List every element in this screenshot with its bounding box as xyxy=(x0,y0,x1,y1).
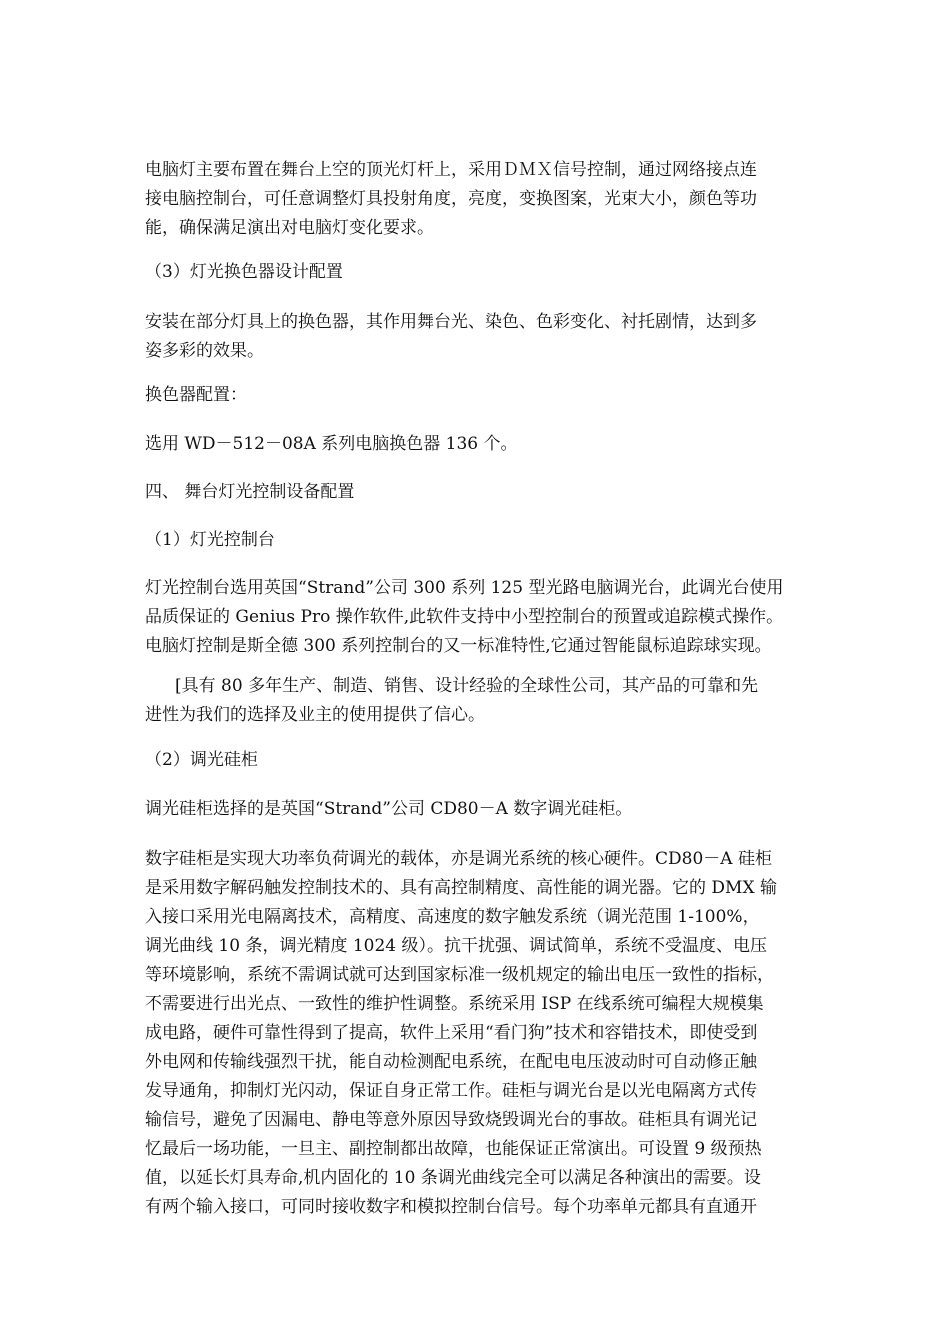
text-line: 进性为我们的选择及业主的使用提供了信心。 xyxy=(145,705,485,725)
paragraph-dimmer-selection xyxy=(145,795,813,824)
paragraph-light-console xyxy=(145,574,813,661)
paragraph-digital-dimmer xyxy=(145,845,813,1222)
text-line: 忆最后一场功能，一旦主、副控制都出故障，也能保证正常演出。可设置 9 级预热 xyxy=(145,1139,762,1159)
heading-text: （3）灯光换色器设计配置 xyxy=(145,262,343,282)
heading-color-changer xyxy=(145,258,813,287)
text-line: 等环境影响，系统不需调试就可达到国家标准一级机规定的输出电压一致性的指标， xyxy=(145,965,774,985)
text-line: 发导通角，抑制灯光闪动，保证自身正常工作。硅柜与调光台是以光电隔离方式传 xyxy=(145,1081,757,1101)
text-line: 安装在部分灯具上的换色器，其作用舞台光、染色、色彩变化、衬托剧情，达到多 xyxy=(145,312,757,332)
label-color-changer-config xyxy=(145,381,813,410)
paragraph-color-changer xyxy=(145,308,813,366)
text-line: 换色器配置： xyxy=(145,385,247,405)
text-line: [具有 80 多年生产、制造、销售、设计经验的全球性公司，其产品的可靠和先 xyxy=(175,676,759,696)
paragraph-computer-light xyxy=(145,156,813,243)
text-line: 灯光控制台选用英国“Strand”公司 300 系列 125 型光路电脑调光台，此调光台使用 xyxy=(145,578,784,598)
text-line: 能，确保满足演出对电脑灯变化要求。 xyxy=(145,218,434,238)
text-line: 输信号，避免了因漏电、静电等意外原因导致烧毁调光台的事故。硅柜具有调光记 xyxy=(145,1110,757,1130)
paragraph-company-experience xyxy=(145,672,843,730)
text-line: 是采用数字解码触发控制技术的、具有高控制精度、高性能的调光器。它的 DMX 输 xyxy=(145,878,777,898)
heading-dimmer-cabinet xyxy=(145,746,813,775)
text-line: 电脑灯控制是斯全德 300 系列控制台的又一标准特性,它通过智能鼠标追踪球实现。 xyxy=(145,636,772,656)
heading-text: 四、 舞台灯光控制设备配置 xyxy=(145,482,355,502)
paragraph-color-changer-selection xyxy=(145,430,813,459)
text-line: 选用 WD－512－08A 系列电脑换色器 136 个。 xyxy=(145,434,518,454)
text-line: 电脑灯主要布置在舞台上空的顶光灯杆上，采用ＤＭＸ信号控制，通过网络接点连 xyxy=(145,160,757,180)
text-line: 成电路，硬件可靠性得到了提高，软件上采用“看门狗”技术和容错技术，即使受到 xyxy=(145,1023,758,1043)
heading-text: （1）灯光控制台 xyxy=(145,530,275,550)
text-line: 外电网和传输线强烈干扰，能自动检测配电系统，在配电电压波动时可自动修正触 xyxy=(145,1052,757,1072)
heading-text: （2）调光硅柜 xyxy=(145,750,258,770)
text-line: 调光硅柜选择的是英国“Strand”公司 CD80－A 数字调光硅柜。 xyxy=(145,799,633,819)
text-line: 入接口采用光电隔离技术，高精度、高速度的数字触发系统（调光范围 1-100%， xyxy=(145,907,760,927)
section-heading-control-equipment xyxy=(145,478,813,507)
heading-light-console xyxy=(145,526,813,555)
text-line: 接电脑控制台，可任意调整灯具投射角度，亮度，变换图案，光束大小，颜色等功 xyxy=(145,189,757,209)
text-line: 数字硅柜是实现大功率负荷调光的载体，亦是调光系统的核心硬件。CD80－A 硅柜 xyxy=(145,849,772,869)
text-line: 有两个输入接口，可同时接收数字和模拟控制台信号。每个功率单元都具有直通开 xyxy=(145,1197,757,1217)
text-line: 姿多彩的效果。 xyxy=(145,341,264,361)
text-line: 不需要进行出光点、一致性的维护性调整。系统采用 ISP 在线系统可编程大规模集 xyxy=(145,994,764,1014)
text-line: 值，以延长灯具寿命,机内固化的 10 条调光曲线完全可以满足各种演出的需要。设 xyxy=(145,1168,761,1188)
text-line: 品质保证的 Genius Pro 操作软件,此软件支持中小型控制台的预置或追踪模式操作。 xyxy=(145,607,784,627)
text-line: 调光曲线 10 条，调光精度 1024 级）。抗干扰强、调试简单，系统不受温度、电压 xyxy=(145,936,768,956)
